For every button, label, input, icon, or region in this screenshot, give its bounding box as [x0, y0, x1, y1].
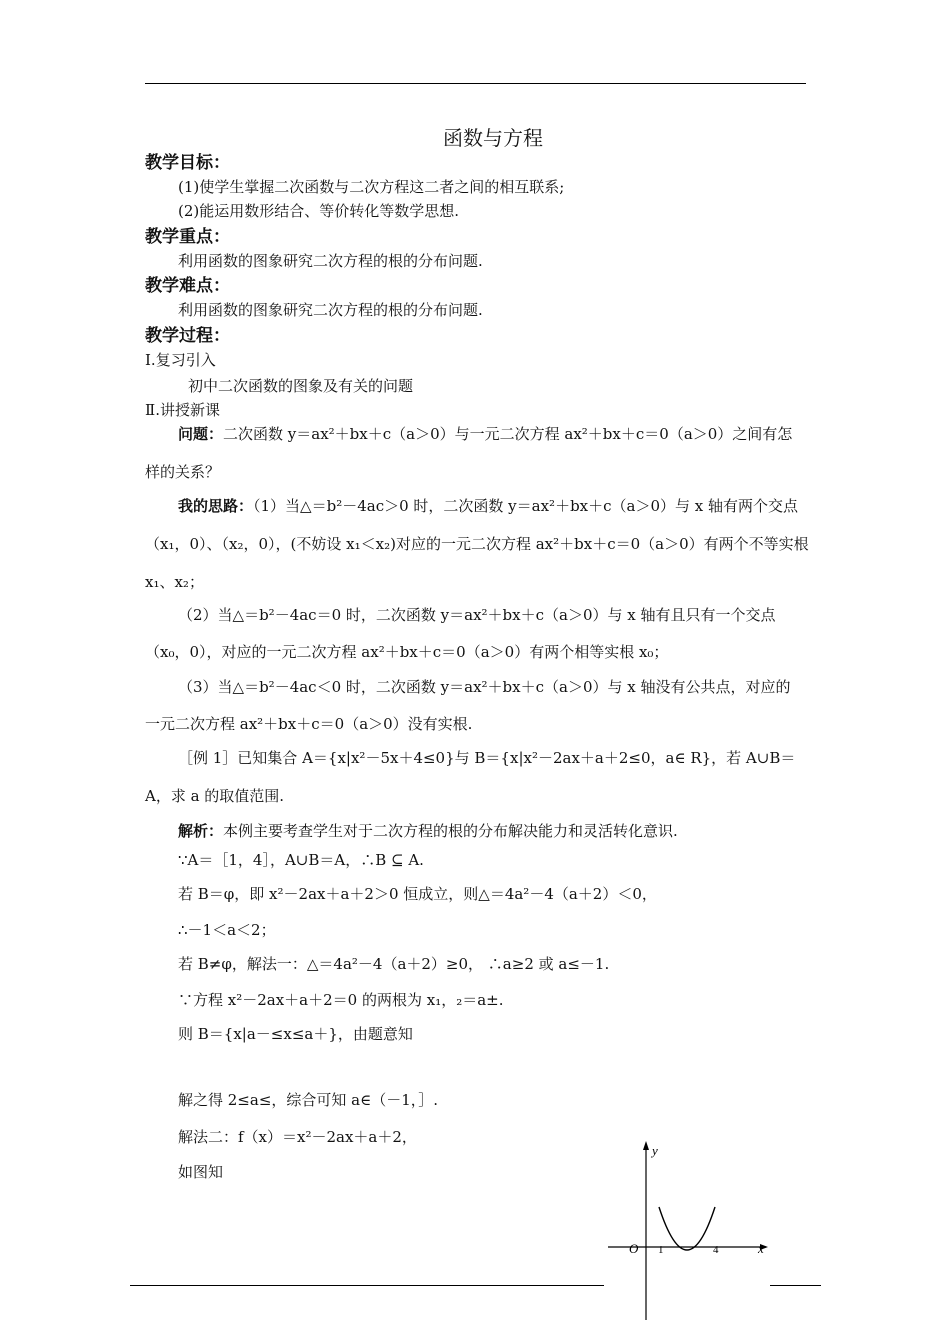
- footer-rule-left: [130, 1285, 604, 1286]
- example-1-text-b: A，求 a 的取值范围.: [145, 787, 285, 805]
- solution-text: 本例主要考查学生对于二次方程的根的分布解决能力和灵活转化意识.: [223, 822, 678, 840]
- header-rule: [145, 83, 806, 84]
- section-1: Ⅰ.复习引入: [145, 351, 216, 369]
- idea-2-text-b: （x₀，0），对应的一元二次方程 ax²＋bx＋c＝0（a＞0）有两个相等实根 x₀；: [145, 643, 669, 661]
- idea-1-text-c: x₁、x₂；: [145, 573, 204, 591]
- idea-3-text-b: 一元二次方程 ax²＋bx＋c＝0（a＞0）没有实根.: [145, 715, 473, 733]
- idea-label: 我的思路：: [178, 497, 254, 515]
- goals-heading: 教学目标：: [145, 153, 230, 173]
- solution-step-4: 若 B≠φ，解法一：△＝4a²－4（a＋2）≥0， ∴a≥2 或 a≤－1.: [178, 955, 610, 973]
- section-1-text: 初中二次函数的图象及有关的问题: [188, 377, 414, 395]
- page-title: 函数与方程: [443, 126, 543, 150]
- solution-step-7: 解之得 2≤a≤，综合可知 a∈（－1，］.: [178, 1091, 439, 1109]
- solution-step-9: 如图知: [178, 1163, 224, 1181]
- goal-2: (2)能运用数形结合、等价转化等数学思想.: [178, 202, 460, 220]
- footer-rule-right: [770, 1285, 821, 1286]
- solution-step-6: 则 B＝{x|a－≤x≤a＋}，由题意知: [178, 1025, 413, 1043]
- question-text-2: 样的关系？: [145, 463, 221, 481]
- key-text: 利用函数的图象研究二次方程的根的分布问题.: [178, 252, 483, 270]
- solution-step-1: ∵A＝［1，4］，A∪B＝A，∴B ⊆ A.: [178, 851, 424, 869]
- section-2: Ⅱ.讲授新课: [145, 401, 220, 419]
- idea-1-text-a: （1）当△＝b²－4ac＞0 时，二次函数 y＝ax²＋bx＋c（a＞0）与 x 轴有两个交点: [253, 497, 799, 515]
- origin-label: O: [629, 1241, 639, 1256]
- example-1-text-a: ［例 1］已知集合 A＝{x|x²－5x＋4≤0}与 B＝{x|x²－2ax＋a＋2≤0，a∈ R}，若 A∪B＝: [178, 749, 796, 767]
- hard-text: 利用函数的图象研究二次方程的根的分布问题.: [178, 301, 483, 319]
- hard-heading: 教学难点：: [145, 276, 230, 296]
- question-text-1: 二次函数 y＝ax²＋bx＋c（a＞0）与一元二次方程 ax²＋bx＋c＝0（a＞0）之间有怎: [223, 425, 793, 443]
- solution-step-3: ∴－1＜a＜2；: [178, 921, 276, 939]
- solution-line: [178, 821, 678, 841]
- key-heading: 教学重点：: [145, 227, 230, 247]
- y-axis-label: y: [652, 1143, 658, 1158]
- parabola-graph: [600, 1135, 775, 1325]
- idea-3-text-a: （3）当△＝b²－4ac＜0 时，二次函数 y＝ax²＋bx＋c（a＞0）与 x 轴没有公共点，对应的: [178, 678, 791, 696]
- solution-step-5: ∵方程 x²－2ax＋a＋2＝0 的两根为 x₁，₂＝a±.: [178, 991, 504, 1009]
- tick-label-1: 1: [658, 1244, 664, 1256]
- x-axis-label: x: [758, 1241, 764, 1256]
- solution-step-8: 解法二：f（x）＝x²－2ax＋a＋2，: [178, 1128, 417, 1146]
- idea-1-line-a: [178, 496, 798, 516]
- goal-1: (1)使学生掌握二次函数与二次方程这二者之间的相互联系;: [178, 178, 565, 196]
- question-line-1: [178, 424, 792, 444]
- question-label: 问题：: [178, 425, 224, 443]
- process-heading: 教学过程：: [145, 326, 230, 346]
- parabola-curve: [659, 1207, 715, 1250]
- solution-label: 解析：: [178, 822, 224, 840]
- tick-label-4: 4: [713, 1244, 719, 1256]
- idea-2-text-a: （2）当△＝b²－4ac＝0 时，二次函数 y＝ax²＋bx＋c（a＞0）与 x 轴有且只有一个交点: [178, 606, 776, 624]
- idea-1-text-b: （x₁，0）、（x₂，0），(不妨设 x₁＜x₂)对应的一元二次方程 ax²＋bx＋c＝0（a＞0）有两个不等实根: [145, 535, 809, 553]
- solution-step-2: 若 B＝φ，即 x²－2ax＋a＋2＞0 恒成立，则△＝4a²－4（a＋2）＜0，: [178, 885, 657, 903]
- y-axis-arrow: [643, 1141, 649, 1150]
